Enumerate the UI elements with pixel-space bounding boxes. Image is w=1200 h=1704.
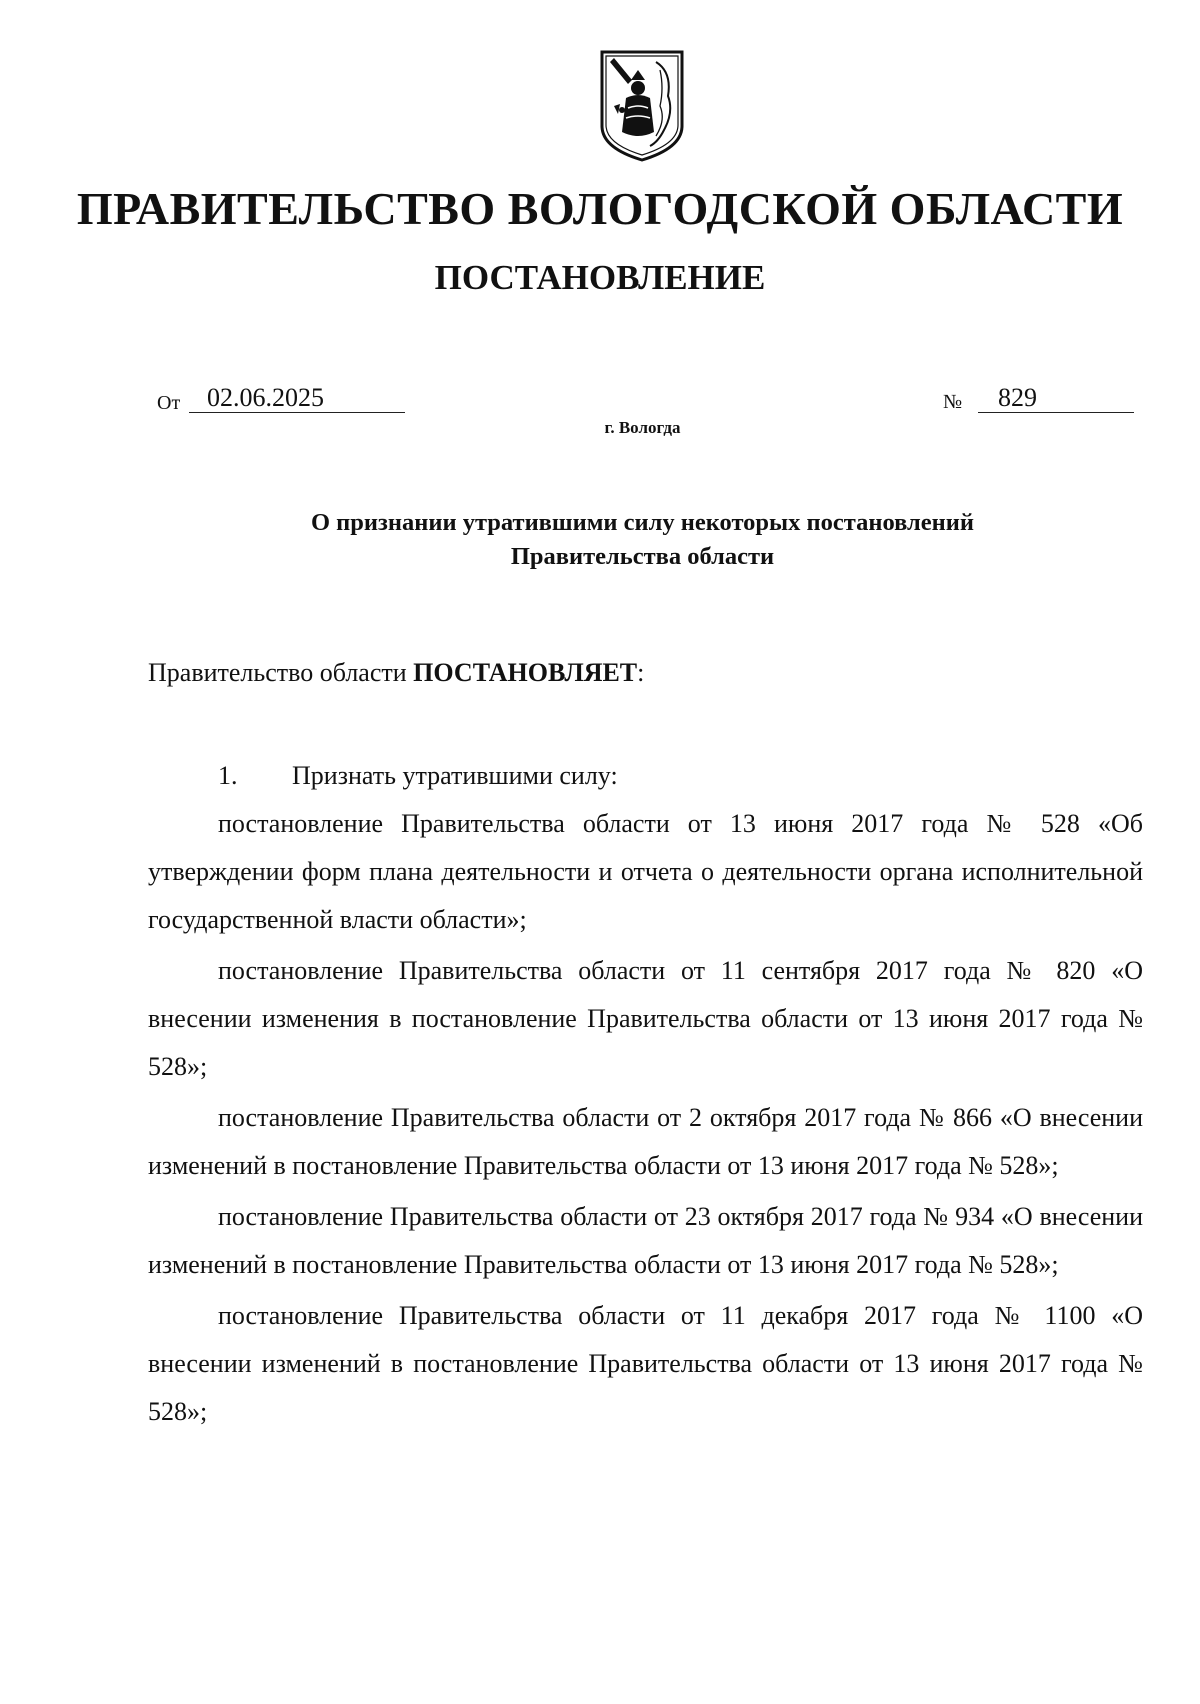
government-title: ПРАВИТЕЛЬСТВО ВОЛОГОДСКОЙ ОБЛАСТИ xyxy=(76,183,1124,234)
repealed-act-paragraph: постановление Правительства области от 2 октября 2017 года № 866 «О внесении изменений в постановление Правительства области от 13 июня 2017 года № 528»; xyxy=(148,1103,1143,1180)
repealed-act-paragraph: постановление Правительства области от 11 сентября 2017 года № 820 «О внесении изменения в постановление Правительства области от 13 июня 2017 года № 528»; xyxy=(148,956,1143,1081)
city-label: г. Вологда xyxy=(604,418,681,437)
resolution-clause xyxy=(148,658,644,688)
resolves-keyword: ПОСТАНОВЛЯЕТ xyxy=(413,658,638,687)
repealed-act-paragraph: постановление Правительства области от 11 декабря 2017 года № 1100 «О внесении изменений в постановление Правительства области от 13 июня 2017 года № 528»; xyxy=(148,1301,1143,1426)
repealed-act-paragraph: постановление Правительства области от 23 октября 2017 года № 934 «О внесении изменений в постановление Правительства области от 13 июня 2017 года № 528»; xyxy=(148,1202,1143,1279)
date-field: 02.06.2025 xyxy=(189,383,405,413)
subject-line-1: О признании утратившими силу некоторых постановлений xyxy=(310,509,975,536)
number-field: 829 xyxy=(978,383,1134,413)
item-text: Признать утратившими силу: xyxy=(292,761,618,790)
document-body xyxy=(148,752,1143,1439)
resolves-prefix: Правительство области xyxy=(148,658,414,687)
number-label: № xyxy=(943,391,963,413)
document-subject xyxy=(100,506,1185,574)
item-number: 1. xyxy=(218,761,238,790)
date-label: От xyxy=(157,392,181,414)
repealed-act-paragraph: постановление Правительства области от 13 июня 2017 года № 528 «Об утверждении форм плана деятельности и отчета о деятельности органа исполнительной государственной власти области»; xyxy=(148,809,1143,934)
resolves-suffix: : xyxy=(637,658,645,687)
list-item-1 xyxy=(148,752,1143,800)
document-type: ПОСТАНОВЛЕНИЕ xyxy=(434,258,766,297)
coat-of-arms-icon xyxy=(598,48,686,164)
subject-line-2: Правительства области xyxy=(510,543,775,570)
